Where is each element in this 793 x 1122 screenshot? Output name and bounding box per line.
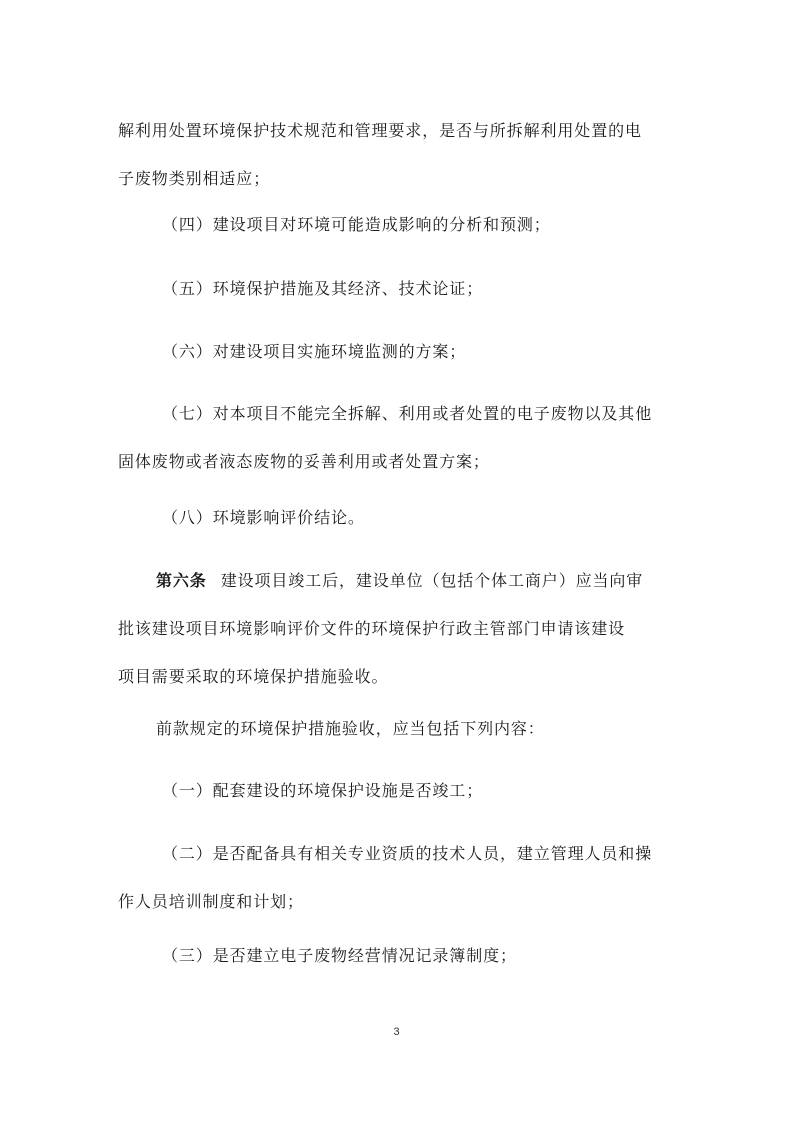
list-item-5	[162, 277, 722, 301]
text-line: 项目需要采取的环境保护措施验收。	[118, 667, 389, 686]
text-line: （六）对建设项目实施环境监测的方案；	[162, 342, 467, 361]
text-line: （七）对本项目不能完全拆解、利用或者处置的电子废物以及其他	[162, 404, 653, 423]
list-item-6	[162, 340, 722, 364]
article-label: 第六条	[156, 571, 207, 590]
list-item-1	[162, 779, 722, 803]
list-item-8	[162, 506, 722, 530]
text-line: 解利用处置环境保护技术规范和管理要求，是否与所拆解利用处置的电	[118, 121, 642, 140]
list-item-7	[118, 402, 678, 474]
text-line: 批该建设项目环境影响评价文件的环境保护行政主管部门申请该建设	[118, 619, 626, 638]
text-line: （二）是否配备具有相关专业资质的技术人员，建立管理人员和操	[162, 844, 653, 863]
text-line: （三）是否建立电子废物经营情况记录簿制度；	[162, 946, 517, 965]
paragraph-continuation	[118, 107, 678, 203]
paragraph-intro	[156, 717, 716, 741]
text-line: （五）环境保护措施及其经济、技术论证；	[162, 279, 484, 298]
text-line: （四）建设项目对环境可能造成影响的分析和预测；	[162, 215, 551, 234]
text-line: （一）配套建设的环境保护设施是否竣工；	[162, 781, 484, 800]
list-item-2	[118, 842, 678, 914]
page-number: 3	[393, 1026, 400, 1038]
text-line: 作人员培训制度和计划；	[118, 892, 304, 911]
list-item-3	[162, 944, 722, 968]
text-line: 建设项目竣工后，建设单位（包括个体工商户）应当向审	[220, 571, 644, 590]
text-line: 子废物类别相适应；	[118, 169, 271, 188]
article-6	[118, 569, 678, 689]
text-line: （八）环境影响评价结论。	[162, 508, 365, 527]
list-item-4	[162, 213, 722, 237]
text-line: 前款规定的环境保护措施验收，应当包括下列内容：	[156, 719, 545, 738]
text-line: 固体废物或者液态废物的妥善利用或者处置方案；	[118, 452, 490, 471]
